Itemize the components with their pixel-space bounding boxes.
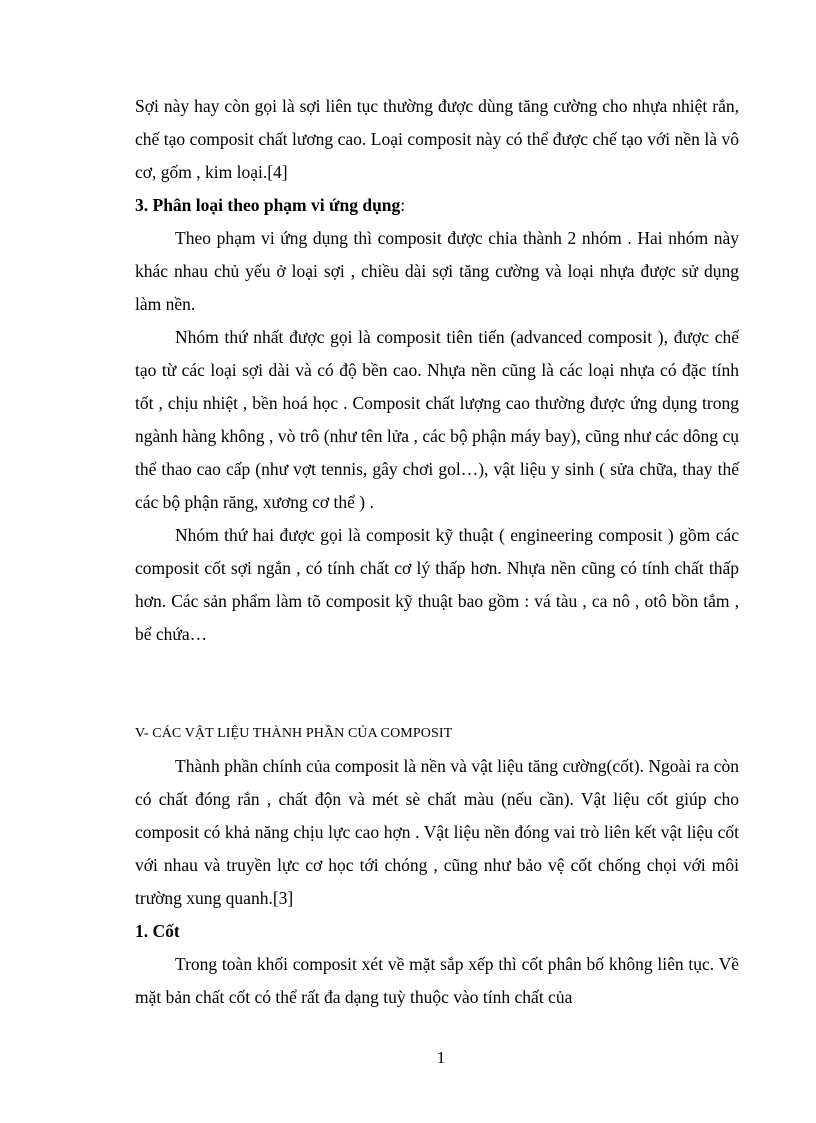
section-heading-components: V- CÁC VẬT LIỆU THÀNH PHẦN CỦA COMPOSIT — [135, 726, 453, 741]
paragraph-fiber-continuous: Sợi này hay còn gọi là sợi liên tục thường được dùng tăng cường cho nhựa nhiệt rắn, chế tạo composit chất lương cao. Loại composit này có thể được chế tạo với nền là vô cơ, gốm , kim loại.[4] — [135, 96, 739, 182]
document-body — [135, 90, 739, 1014]
heading-text: 3. Phân loại theo phạm vi ứng dụng — [135, 195, 401, 215]
heading-classification-by-application — [135, 189, 739, 222]
section-spacer — [135, 651, 739, 717]
heading-colon: : — [400, 195, 406, 215]
paragraph-engineering-composit: Nhóm thứ hai được gọi là composit kỹ thuật ( engineering composit ) gồm các composit cốt sợi ngắn , có tính chất cơ lý thấp hơn. Nhựa nền cũng có tính chất thấp hơn. Các sản phẩm làm tõ composit kỹ thuật bao gồm : vá tàu , ca nô , otô bồn tắm , bể chứa… — [135, 525, 739, 644]
paragraph-reinforcement-distribution: Trong toàn khối composit xét về mặt sắp xếp thì cốt phân bố không liên tục. Về mặt bản chất cốt có thể rất đa dạng tuỳ thuộc vào tính chất của — [135, 954, 739, 1007]
paragraph-application-groups: Theo phạm vi ứng dụng thì composit được chia thành 2 nhóm . Hai nhóm này khác nhau chủ yếu ở loại sợi , chiều dài sợi tăng cường và loại nhựa được sử dụng làm nền. — [135, 228, 739, 314]
page-number — [0, 1046, 816, 1070]
paragraph-main-components: Thành phần chính của composit là nền và vật liệu tăng cường(cốt). Ngoài ra còn có chất đóng rắn , chất độn và mét sè chất màu (nếu cần). Vật liệu cốt giúp cho composit có khả năng chịu lực cao hợn . Vật liệu nền đóng vai trò liên kết vật liệu cốt với nhau và truyền lực cơ học tới chóng , cũng như bảo vệ cốt chống chọi với môi trường xung quanh.[3] — [135, 756, 739, 908]
paragraph-advanced-composit: Nhóm thứ nhất được gọi là composit tiên tiến (advanced composit ), được chế tạo từ các loại sợi dài và có độ bền cao. Nhựa nền cũng là các loại nhựa có đặc tính tốt , chịu nhiệt , bền hoá học . Composit chất lượng cao thường được ứng dụng trong ngành hàng không , vò trô (như tên lửa , các bộ phận máy bay), cũng như các dông cụ thể thao cao cấp (như vợt tennis, gây chơi gol…), vật liệu y sinh ( sửa chữa, thay thế các bộ phận răng, xương cơ thể ) . — [135, 327, 739, 512]
heading-reinforcement: 1. Cốt — [135, 921, 180, 941]
page-number-text: 1 — [436, 1048, 446, 1067]
